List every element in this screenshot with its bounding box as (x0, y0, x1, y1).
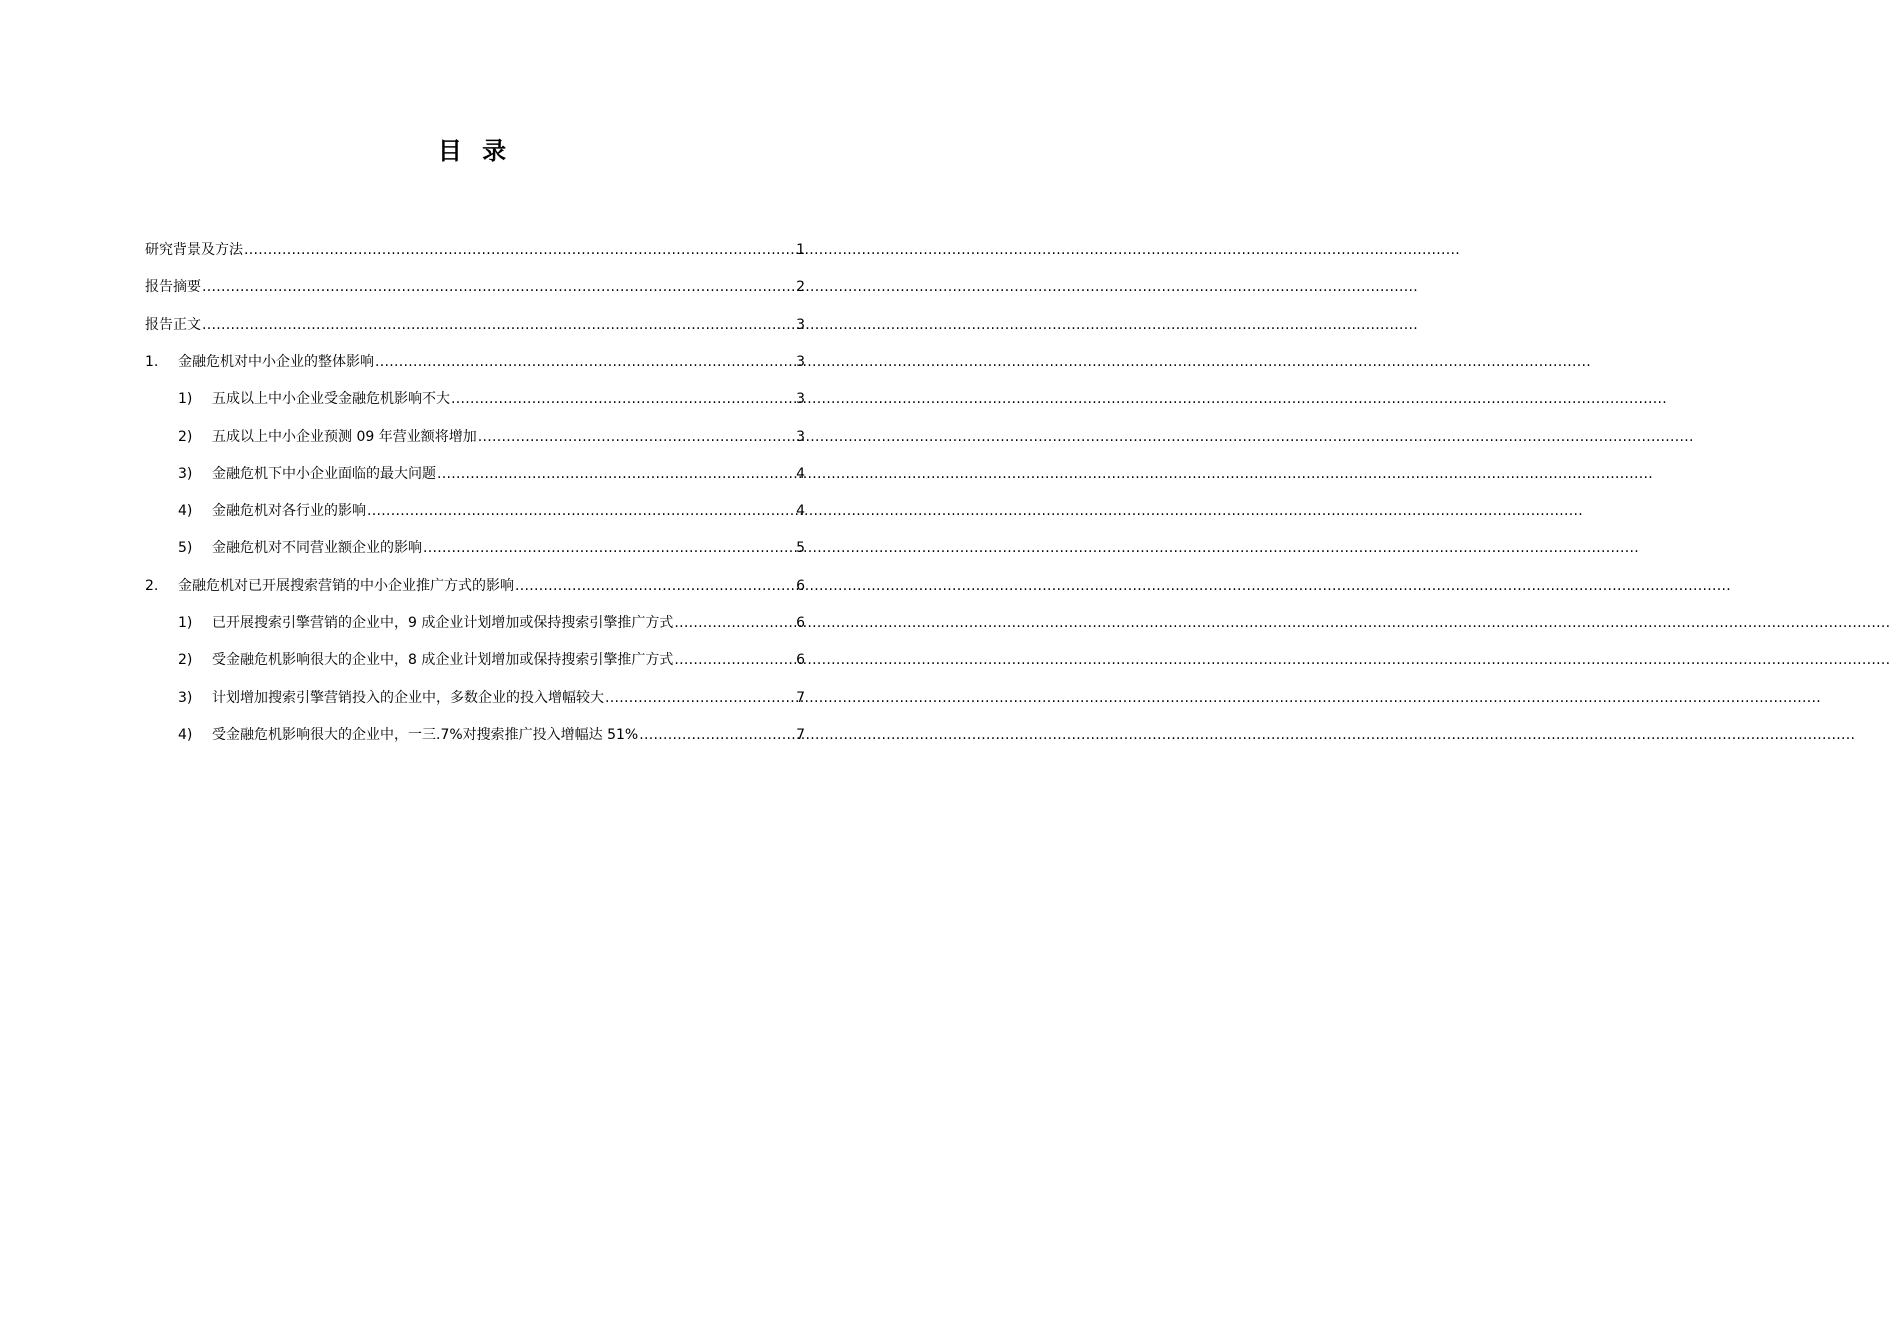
toc-entry-page-number: 3 (796, 391, 805, 407)
toc-dot-leader (202, 314, 795, 336)
toc-entry-text: 金融危机对不同营业额企业的影响 (212, 540, 422, 556)
toc-entry-number: 1) (178, 615, 193, 631)
toc-entry-number: 3) (178, 690, 193, 706)
toc-title: 目 录 (437, 137, 513, 165)
toc-entry-number: 2) (178, 652, 193, 668)
toc-dot-leader (478, 426, 795, 448)
toc-entry-number: 5) (178, 540, 193, 556)
toc-entry-number: 2) (178, 429, 193, 445)
toc-entry-page-number: 7 (796, 690, 805, 706)
toc-entry[interactable] (178, 426, 805, 448)
toc-entry-page-number: 3 (796, 317, 805, 333)
toc-entry-number: 4) (178, 503, 193, 519)
toc-entry-number: 1. (145, 354, 159, 370)
toc-entry-number: 3) (178, 466, 193, 482)
toc-entry-page-number: 6 (796, 578, 805, 594)
toc-dot-leader (674, 649, 795, 671)
toc-entry-page-number: 5 (796, 540, 805, 556)
toc-dot-leader (437, 463, 795, 485)
toc-entry[interactable] (145, 575, 805, 597)
toc-entry-number: 1) (178, 391, 193, 407)
toc-dot-leader (515, 575, 795, 597)
toc-entry-text: 报告正文 (145, 317, 201, 333)
toc-entry[interactable] (178, 388, 805, 410)
toc-entry[interactable] (145, 351, 805, 373)
toc-entry-text: 金融危机对已开展搜索营销的中小企业推广方式的影响 (178, 578, 514, 594)
toc-entry[interactable] (178, 687, 805, 709)
toc-entry-text: 金融危机对中小企业的整体影响 (178, 354, 374, 370)
toc-entry-page-number: 6 (796, 652, 805, 668)
toc-entry-text: 受金融危机影响很大的企业中，一三.7%对搜索推广投入增幅达 51% (212, 727, 639, 743)
toc-entry[interactable] (178, 612, 805, 634)
toc-entry-text: 金融危机下中小企业面临的最大问题 (212, 466, 436, 482)
toc-entry-page-number: 4 (796, 466, 805, 482)
toc-dot-leader (367, 500, 795, 522)
toc-entry-page-number: 2 (796, 279, 805, 295)
toc-dot-leader (244, 239, 795, 261)
toc-entry[interactable] (145, 276, 805, 298)
toc-entry-text: 受金融危机影响很大的企业中，8 成企业计划增加或保持搜索引擎推广方式 (212, 652, 674, 668)
toc-entry-text: 计划增加搜索引擎营销投入的企业中，多数企业的投入增幅较大 (212, 690, 604, 706)
toc-entry-text: 五成以上中小企业预测 09 年营业额将增加 (212, 429, 477, 445)
toc-entry-page-number: 6 (796, 615, 805, 631)
toc-entry-number: 2. (145, 578, 159, 594)
toc-entry[interactable] (178, 500, 805, 522)
toc-entry[interactable] (178, 724, 805, 746)
toc-dot-leader (674, 612, 795, 634)
toc-dot-leader (423, 537, 795, 559)
toc-entry-text: 五成以上中小企业受金融危机影响不大 (212, 391, 450, 407)
toc-dot-leader (451, 388, 795, 410)
toc-entry[interactable] (145, 239, 805, 261)
toc-dot-leader (605, 687, 795, 709)
toc-entry[interactable] (178, 463, 805, 485)
toc-entry[interactable] (178, 649, 805, 671)
toc-dot-leader (639, 724, 795, 746)
toc-entry[interactable] (145, 314, 805, 336)
toc-entry-page-number: 3 (796, 429, 805, 445)
toc-entry-text: 报告摘要 (145, 279, 201, 295)
toc-dot-leader (202, 276, 795, 298)
toc-entry-page-number: 4 (796, 503, 805, 519)
toc-entry[interactable] (178, 537, 805, 559)
toc-entry-page-number: 3 (796, 354, 805, 370)
toc-entry-number: 4) (178, 727, 193, 743)
toc-entry-page-number: 1 (796, 242, 805, 258)
toc-entry-page-number: 7 (796, 727, 805, 743)
toc-entry-text: 金融危机对各行业的影响 (212, 503, 366, 519)
toc-entry-text: 研究背景及方法 (145, 242, 243, 258)
toc-dot-leader (375, 351, 795, 373)
toc-entry-text: 已开展搜索引擎营销的企业中，9 成企业计划增加或保持搜索引擎推广方式 (212, 615, 674, 631)
